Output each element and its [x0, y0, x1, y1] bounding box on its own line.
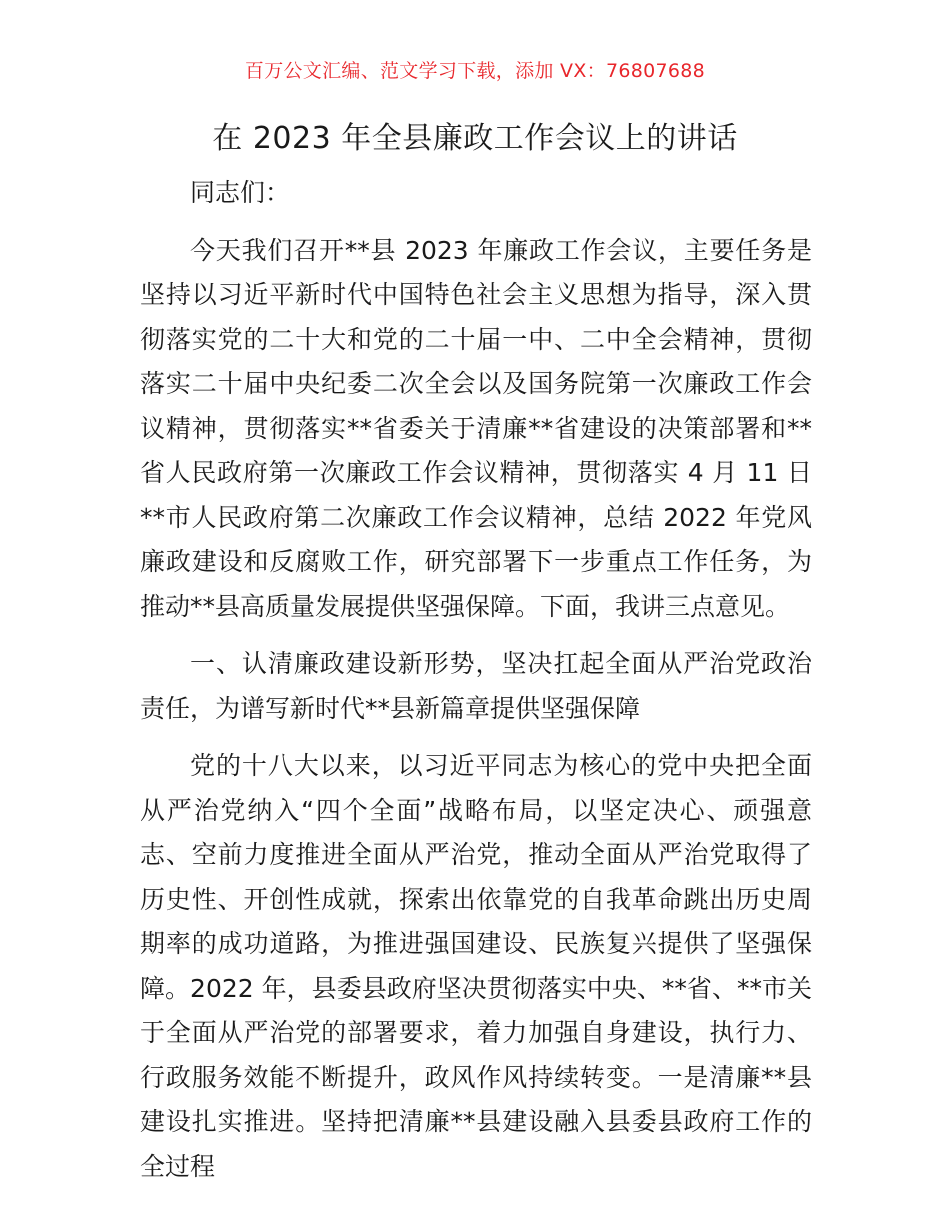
document-body	[140, 171, 812, 1189]
paragraph-section-1-body: 党的十八大以来，以习近平同志为核心的党中央把全面从严治党纳入“四个全面”战略布局，以坚定决心、顽强意志、空前力度推进全面从严治党，推动全面从严治党取得了历史性、开创性成就，探索出依靠党的自我革命跳出历史周期率的成功道路，为推进强国建设、民族复兴提供了坚强保障。2022 年，县委县政府坚决贯彻落实中央、**省、**市关于全面从严治党的部署要求，着力加强自身建设，执行力、行政服务效能不断提升，政风作风持续转变。一是清廉**县建设扎实推进。坚持把清廉**县建设融入县委县政府工作的全过程	[140, 751, 812, 1181]
section-heading-1: 一、认清廉政建设新形势，坚决扛起全面从严治党政治责任，为谱写新时代**县新篇章提供坚强保障	[140, 649, 812, 723]
paragraph-intro: 今天我们召开**县 2023 年廉政工作会议，主要任务是坚持以习近平新时代中国特色社会主义思想为指导，深入贯彻落实党的二十大和党的二十届一中、二中全会精神，贯彻落实二十届中央纪委二次全会以及国务院第一次廉政工作会议精神，贯彻落实**省委关于清廉**省建设的决策部署和**省人民政府第一次廉政工作会议精神，贯彻落实 4 月 11 日**市人民政府第二次廉政工作会议精神，总结 2022 年党风廉政建设和反腐败工作，研究部署下一步重点工作任务，为推动**县高质量发展提供坚强保障。下面，我讲三点意见。	[140, 235, 812, 621]
header-watermark-note: 百万公文汇编、范文学习下载，添加 VX：76807688	[244, 60, 706, 82]
document-title: 在 2023 年全县廉政工作会议上的讲话	[212, 121, 738, 156]
greeting: 同志们：	[190, 178, 291, 207]
